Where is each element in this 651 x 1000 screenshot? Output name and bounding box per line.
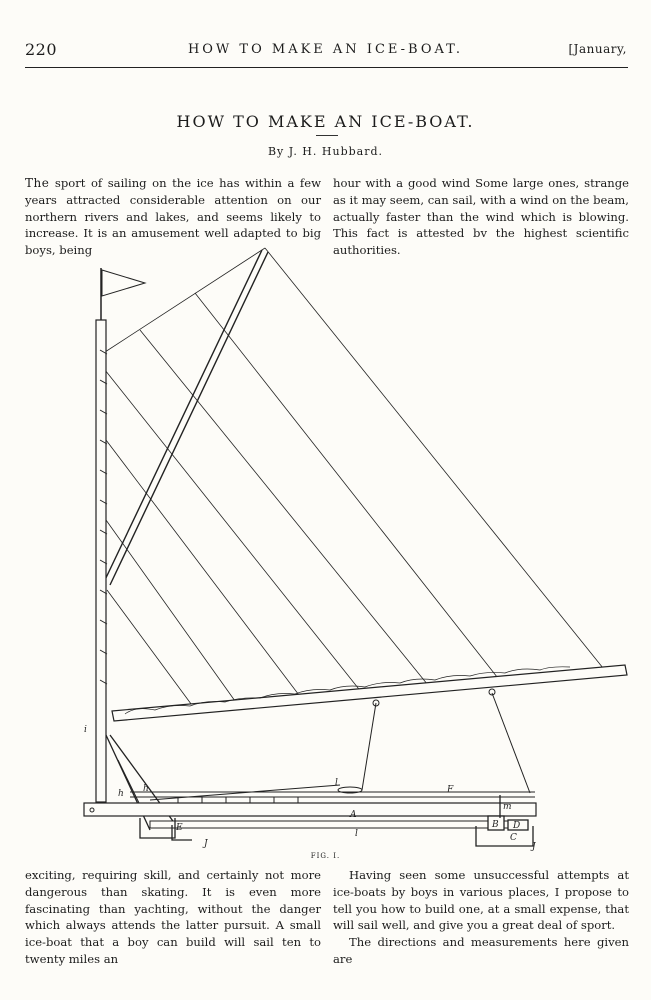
opening-word: The [25,176,50,190]
label-C: C [510,833,517,843]
label-D: D [513,821,521,831]
byline: By J. H. Hubbard. [267,145,384,158]
paragraph-continuation: hour with a good wind Some large ones, strange as it may seem, can sail, with a wind on the beam, actually faster than the wind which is blowing. This fact is attested bv the highest scientific authorities. [333,176,629,258]
gaff [104,250,268,585]
label-h-upper: h [143,784,149,794]
label-m: m [503,802,512,812]
paragraph-opening: sport of sailing on the ice has within a few years attracted considerable attention on our northern rivers and lakes, and seems likely to increase. It is an amusement well adapted to big boys, being [25,176,321,258]
pennant-flag [102,270,145,296]
boom-rigging [362,689,530,793]
text-column-bottom-left [25,867,321,968]
paragraph-continued: exciting, requiring skill, and certainly not more dangerous than skating. It is even more fascinating than yachting, without the danger which always attends the latter pursuit. A small ice-boat that a boy can build will sail ten to twenty miles an [25,868,321,966]
sail [105,248,603,712]
mast [96,268,107,802]
running-month: [January, [568,42,627,56]
boom [112,665,627,721]
label-l-upper: l [335,778,338,788]
label-F: F [447,785,454,795]
label-J-right: J [532,842,536,852]
label-J-left: J [204,839,208,849]
page-number: 220 [25,40,58,59]
label-B: B [492,820,499,830]
label-E: E [176,823,183,833]
paragraph-proposal: Having seen some unsuccessful attempts at ice-boats by boys in various places, I propose to tell you how to build one, at a small expense, that will sail well, and give you a great deal of sport. [333,868,629,933]
label-l-lower: l [355,829,358,839]
running-title: HOW TO MAKE AN ICE-BOAT. [187,42,464,57]
label-h-lower: h [118,789,124,799]
text-column-bottom-right [333,867,629,968]
article-title: HOW TO MAKE AN ICE-BOAT. [176,112,475,131]
figure-caption: FIG. I. [310,852,341,860]
label-i: i [84,725,87,735]
figure-labels [84,725,537,852]
paragraph-directions: The directions and measurements here given are [333,935,629,966]
label-A: A [350,810,357,820]
